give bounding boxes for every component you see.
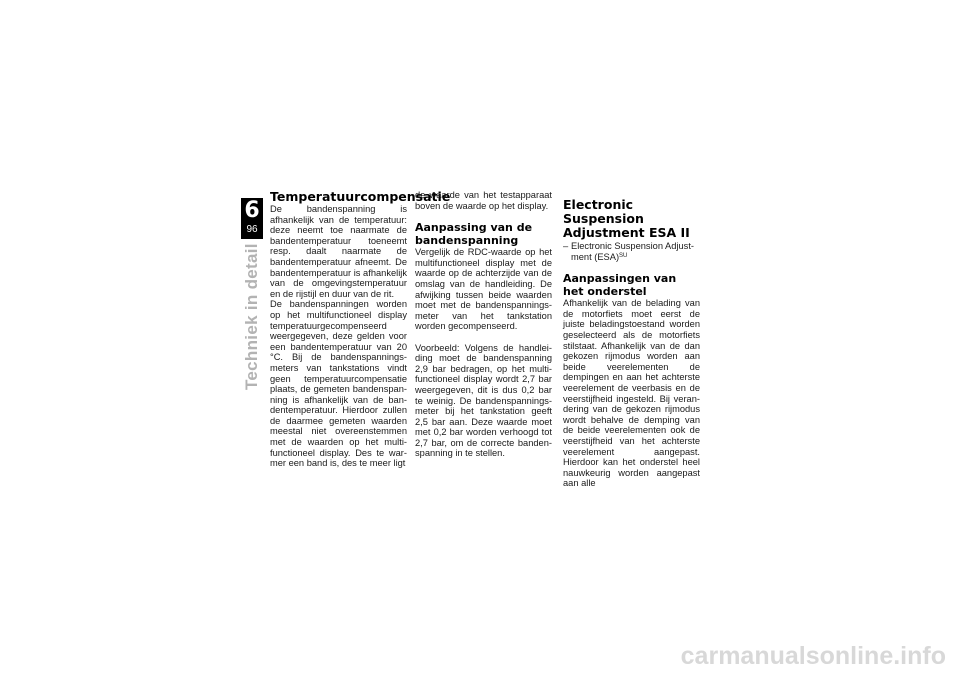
paragraph: Vergelijk de RDC-waarde op het multifunctioneel display met de waarde op de achterzijde van de omslag van de handleiding. De afwijking tussen beide waarden moet met de bandenspanningsmeter van het tankstation worden gecompenseerd.	[415, 247, 552, 332]
text-column-2	[415, 190, 552, 459]
list-item-text: Electronic Suspension Adjustment (ESA)	[571, 241, 695, 262]
paragraph: Afhankelijk van de belading van de motorfiets moet eerst de juiste beladingstoestand worden geselecteerd als de motorfiets stilstaat. Afhankelijk van de dan gekozen rijmodus worden aan beide veerelementen de dempingen en aan het achterste veerelement de veerbasis en de veerstijfheid ingesteld. Bij verandering van de gekozen rijmodus wordt behalve de demping van de beide veerelementen ook de veerstijfheid van het achterste veerelement aangepast. Hierdoor kan het onderstel heel nauwkeurig worden aangepast aan alle	[563, 298, 700, 489]
paragraph: De bandenspanning is afhankelijk van de temperatuur: deze neemt toe naarmate de bandentemperatuur toeneemt resp. daalt naarmate de bandentemperatuur afneemt. De bandentemperatuur is afhankelijk van de omgevingstemperatuur en de rijstijl en duur van de rit.	[270, 204, 407, 299]
heading-tire-pressure-adjustment: Aanpassing van de bandenspanning	[415, 221, 533, 247]
list-item	[563, 241, 700, 262]
dash-bullet-icon: –	[563, 241, 569, 251]
paragraph-example: Voorbeeld: Volgens de handleiding moet de bandenspanning 2,9 bar bedragen, op het multifunctioneel display wordt 2,7 bar weergegeven, dit is dus 0,2 bar te weinig. De bandenspanningsmeter bij het tankstation geeft 2,5 bar aan. Deze waarde moet met 0,2 bar worden verhoogd tot 2,7 bar, om de correcte bandenspanning in te stellen.	[415, 342, 552, 459]
heading-suspension-adjustments: Aanpassingen van het onderstel	[563, 272, 677, 298]
chapter-side-title: Techniek in detail	[242, 243, 261, 390]
paragraph: de waarde van het testapparaat boven de waarde op het display.	[415, 190, 552, 211]
page-number: 96	[246, 224, 258, 235]
heading-esa: Electronic Suspension Adjustment ESA II	[563, 197, 690, 240]
text-column-1	[270, 189, 451, 469]
superscript-code: SU	[619, 252, 628, 259]
chapter-number: 6	[244, 198, 260, 223]
paragraph: De bandenspanningen worden op het multifunctioneel display temperatuurgecompenseerd weergegeven, deze gelden voor een bandentemperatuur van 20 °C. Bij de bandenspanningsmeters van tankstations vindt geen temperatuurcompensatie plaats, de gemeten bandenspanning is afhankelijk van de bandentemperatuur. Hierdoor zullen de daarmee gemeten waarden meestal niet overeenstemmen met de waarden op het multifunctioneel display. Des te warmer een band is, des te meer ligt	[270, 299, 407, 469]
watermark: carmanualsonline.info	[680, 642, 946, 670]
heading-temperature-compensation: Temperatuurcompensatie	[270, 189, 451, 204]
text-column-3	[563, 190, 700, 489]
